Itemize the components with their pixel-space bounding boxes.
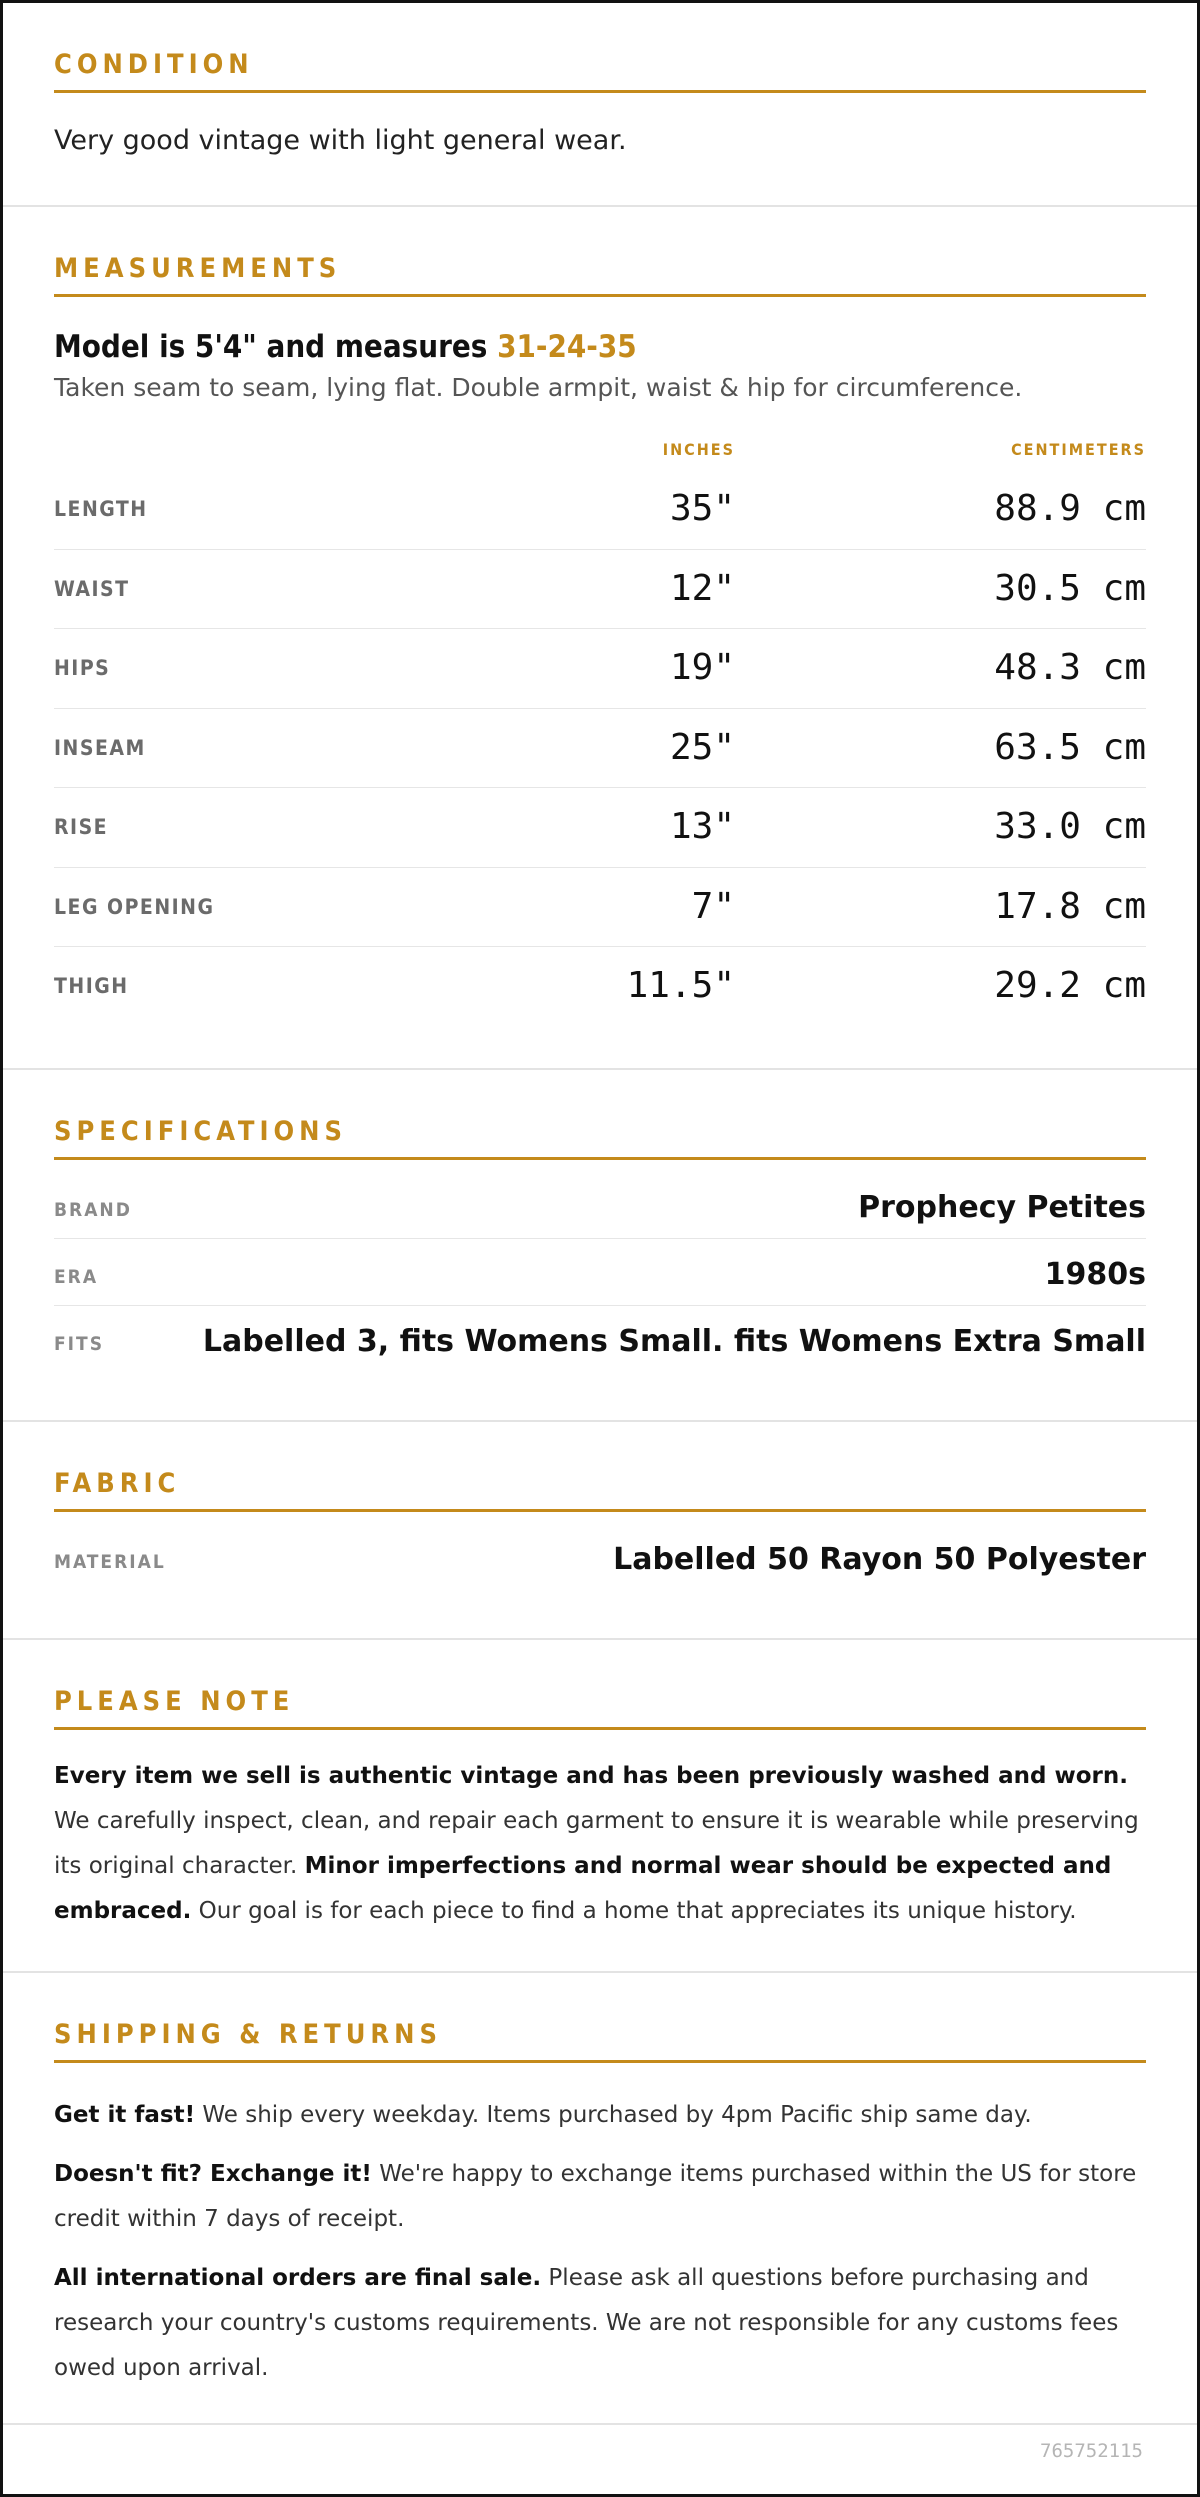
measurement-inches: 35" — [669, 488, 735, 529]
condition-text: Very good vintage with light general wear. — [54, 125, 627, 156]
inches-column-header: INCHES — [662, 440, 735, 459]
measurement-label: RISE — [54, 815, 109, 839]
shipping-heading: SHIPPING & RETURNS — [54, 2019, 1146, 2063]
specifications-section — [3, 1070, 1197, 1422]
please-note-section — [3, 1640, 1197, 1973]
measurements-section — [3, 207, 1197, 1070]
measurement-label: LENGTH — [54, 497, 148, 521]
measurement-row — [54, 947, 1146, 1027]
measurement-label: WAIST — [54, 576, 130, 601]
measurement-row — [54, 868, 1146, 948]
measurement-cm: 29.2 cm — [994, 965, 1146, 1006]
measurement-row — [54, 629, 1146, 709]
fabric-key: MATERIAL — [54, 1551, 166, 1573]
fabric-row-material — [54, 1524, 1146, 1591]
measurement-inches: 19" — [669, 647, 735, 688]
note-bold-1: Every item we sell is authentic vintage and has been previously washed and worn. — [54, 1763, 1128, 1789]
measurement-inches: 11.5" — [626, 965, 735, 1006]
note-text-2: Our goal is for each piece to find a home that appreciates its unique history. — [191, 1898, 1077, 1924]
spec-value: 1980s — [1044, 1257, 1146, 1292]
model-measures-prefix: Model is 5'4" and measures — [54, 329, 498, 365]
shipping-text: We ship every weekday. Items purchased by 4pm Pacific ship same day. — [195, 2102, 1032, 2128]
shipping-text: Please ask all questions before purchasing and research your country's customs requirements. We are not responsible for any customs fees owed upon arrival. — [54, 2265, 1119, 2381]
measurement-cm: 63.5 cm — [994, 726, 1146, 768]
shipping-text: We're happy to exchange items purchased within the US for store credit within 7 days of receipt. — [54, 2161, 1137, 2232]
spec-key: BRAND — [54, 1199, 132, 1221]
measurement-cm: 30.5 cm — [994, 567, 1146, 609]
model-measures-line — [54, 329, 1146, 365]
shipping-paragraph — [54, 2093, 1146, 2138]
shipping-bold: Get it fast! — [54, 2102, 196, 2128]
measurement-label: HIPS — [54, 656, 111, 680]
note-text-1: We carefully inspect, clean, and repair each garment to ensure it is wearable while preserving its original character. — [54, 1808, 1139, 1879]
measurement-label: INSEAM — [54, 735, 146, 760]
please-note-text — [54, 1754, 1146, 1934]
condition-heading: CONDITION — [54, 49, 1146, 93]
measurements-table-header — [54, 424, 1146, 470]
spec-row-brand — [54, 1172, 1146, 1239]
measurement-label: LEG OPENING — [54, 894, 215, 919]
shipping-bold: All international orders are final sale. — [54, 2265, 542, 2291]
fabric-value: Labelled 50 Rayon 50 Polyester — [613, 1542, 1146, 1577]
measurement-inches: 25" — [669, 726, 735, 768]
measurement-row — [54, 470, 1146, 550]
shipping-paragraph — [54, 2256, 1146, 2391]
shipping-bold: Doesn't fit? Exchange it! — [54, 2161, 372, 2187]
measurement-inches: 12" — [669, 567, 735, 609]
specifications-heading: SPECIFICATIONS — [54, 1116, 1146, 1160]
measurement-cm: 17.8 cm — [994, 885, 1146, 927]
spec-row-era — [54, 1239, 1146, 1306]
measurement-row — [54, 788, 1146, 868]
spec-row-fits — [54, 1306, 1146, 1373]
shipping-paragraph — [54, 2152, 1146, 2242]
measurements-heading: MEASUREMENTS — [54, 253, 1146, 297]
please-note-heading: PLEASE NOTE — [54, 1686, 1146, 1730]
measurement-row — [54, 709, 1146, 789]
fabric-list — [54, 1524, 1146, 1591]
measurements-table — [54, 470, 1146, 1027]
fabric-heading: FABRIC — [54, 1468, 1146, 1512]
spec-key: FITS — [54, 1333, 105, 1355]
measurement-cm: 88.9 cm — [994, 488, 1146, 529]
measurement-label: THIGH — [54, 974, 129, 998]
note-bold-2: Minor imperfections and normal wear should be expected and embraced. — [54, 1853, 1112, 1924]
condition-section — [3, 3, 1197, 207]
measurements-note: Taken seam to seam, lying flat. Double armpit, waist & hip for circumference. — [54, 373, 1023, 402]
measurement-cm: 33.0 cm — [994, 806, 1146, 847]
measurement-cm: 48.3 cm — [994, 647, 1146, 688]
measurement-row — [54, 550, 1146, 630]
spec-key: ERA — [54, 1266, 99, 1288]
specifications-list — [54, 1172, 1146, 1373]
model-measures-value: 31-24-35 — [497, 329, 637, 365]
fabric-section — [3, 1422, 1197, 1640]
sku-number: 765752115 — [1040, 2440, 1143, 2462]
spec-value: Labelled 3, fits Womens Small. fits Womens Extra Small — [202, 1324, 1146, 1359]
measurement-inches: 7" — [691, 885, 735, 927]
measurement-inches: 13" — [669, 806, 735, 847]
centimeters-column-header: CENTIMETERS — [1011, 440, 1146, 459]
shipping-returns-section — [3, 1973, 1197, 2425]
spec-value: Prophecy Petites — [858, 1190, 1146, 1225]
